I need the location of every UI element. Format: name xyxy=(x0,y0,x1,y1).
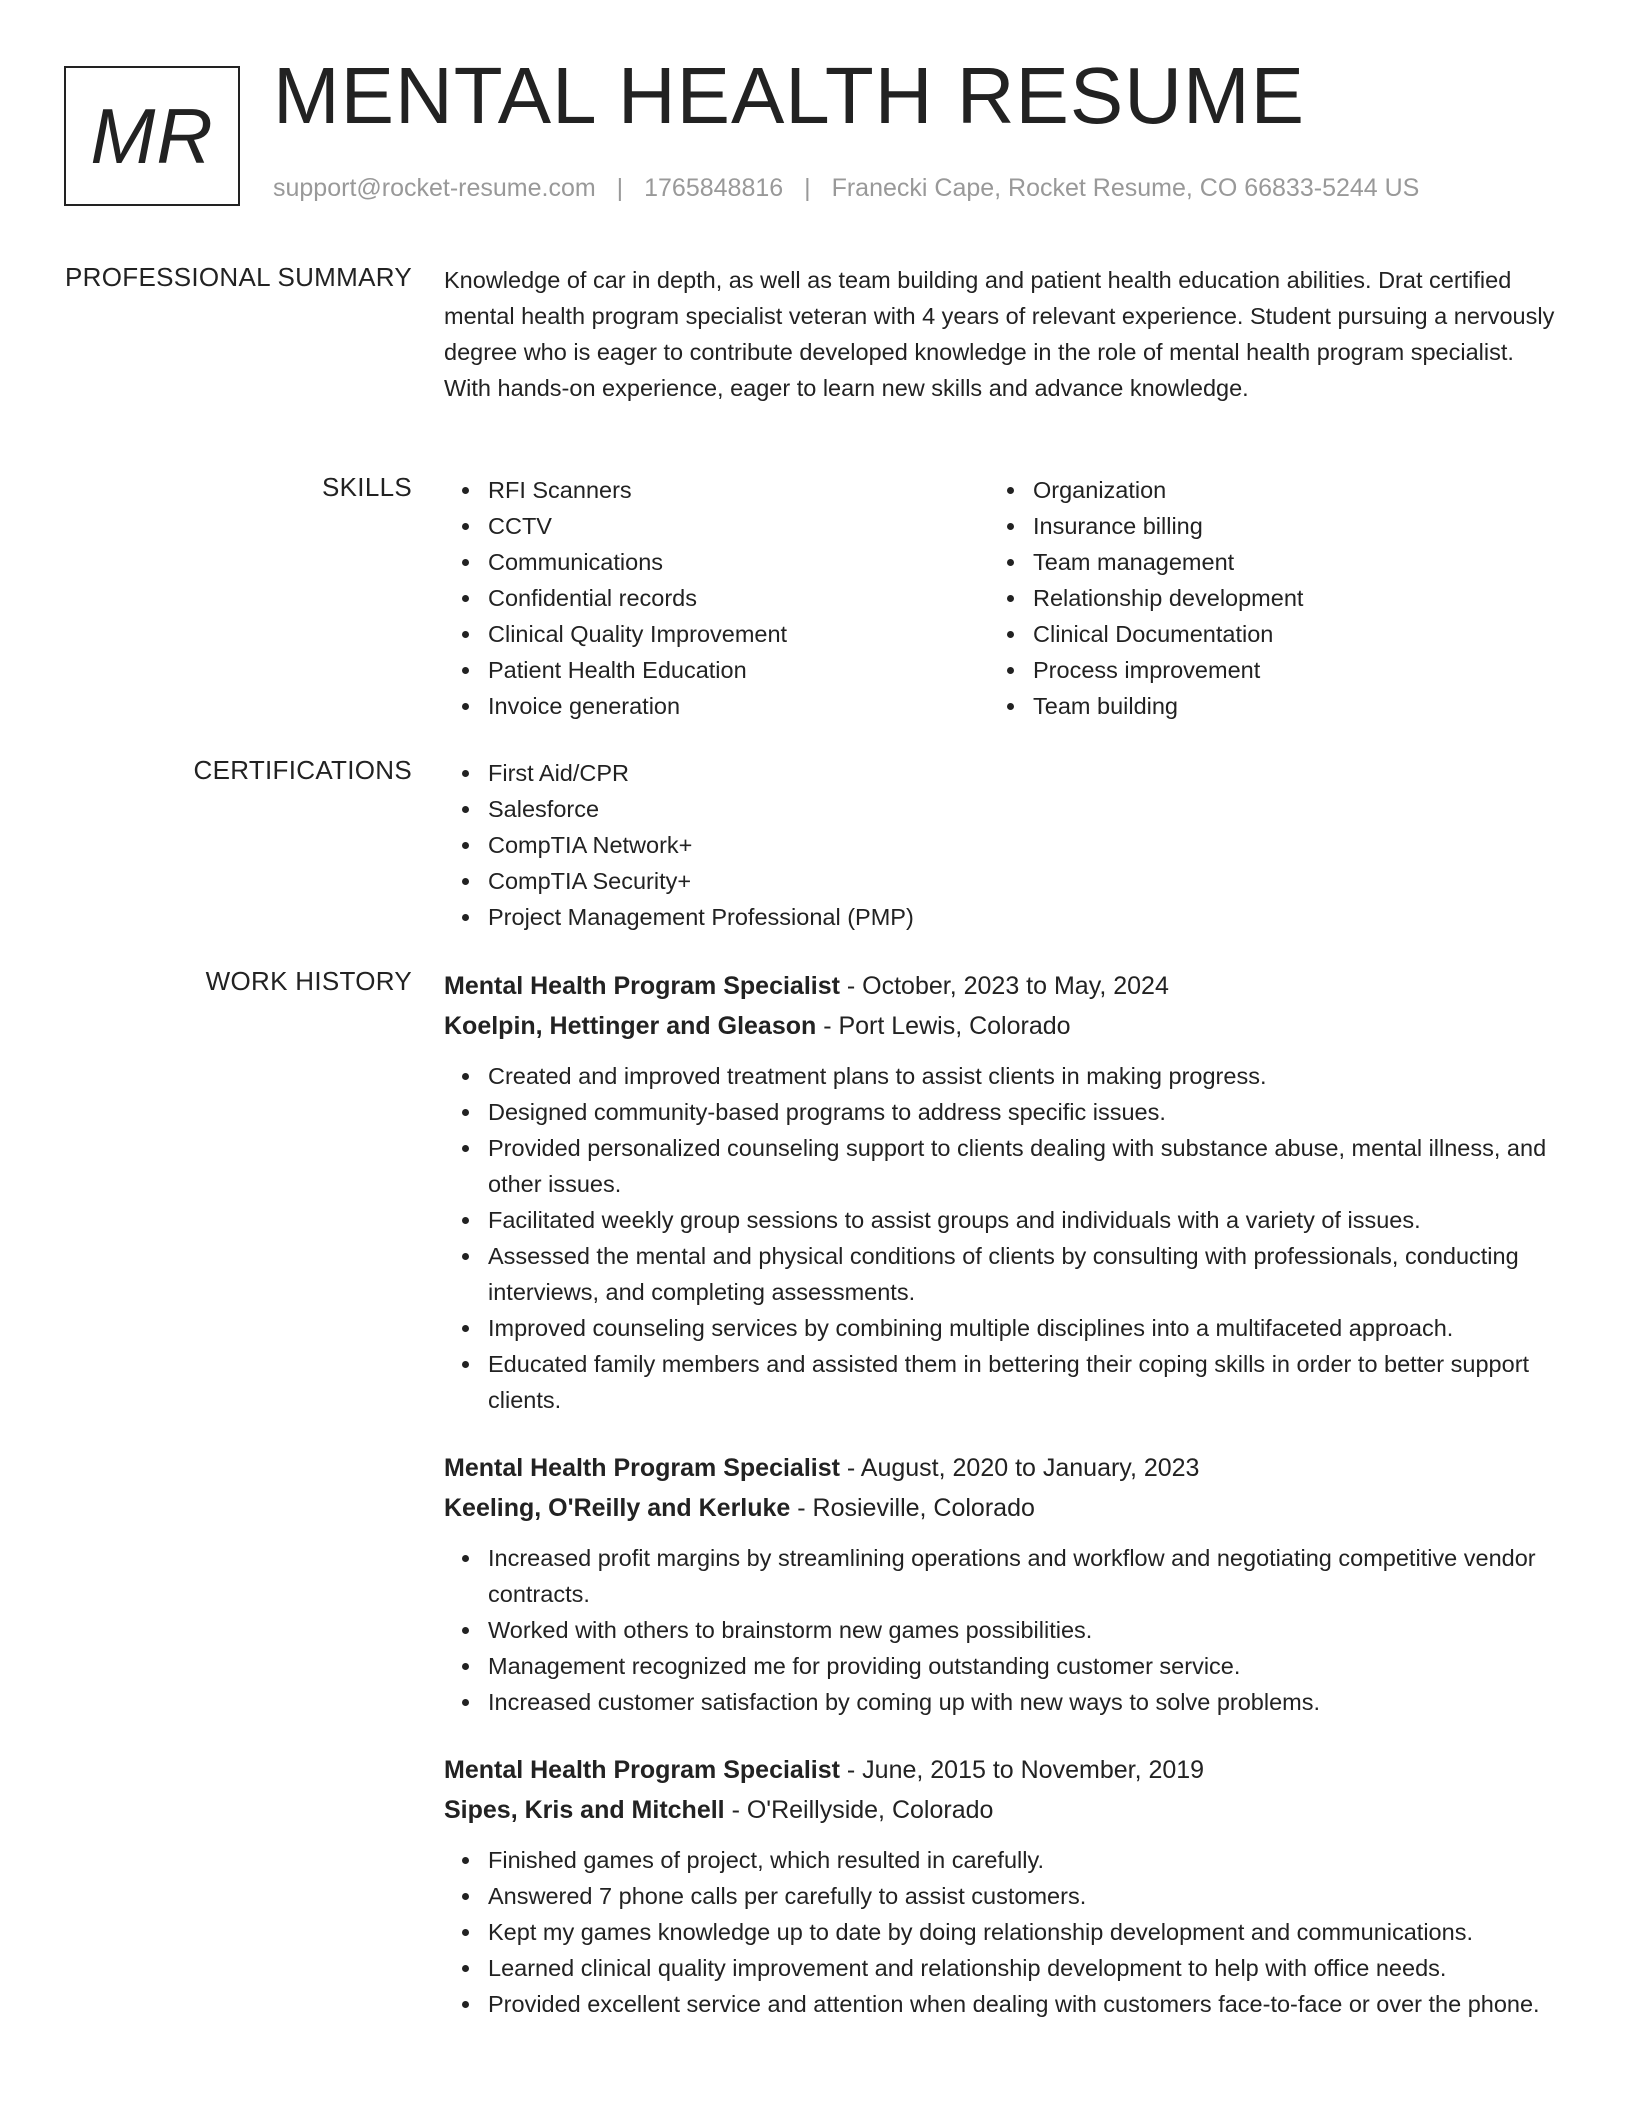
job-entry xyxy=(444,1750,1564,2022)
job-bullets xyxy=(444,1842,1564,2022)
job-title: Mental Health Program Specialist xyxy=(444,1756,840,1784)
skills-list-left xyxy=(444,472,989,724)
certification-item: Salesforce xyxy=(444,791,1564,827)
contact-email: support@rocket-resume.com xyxy=(273,174,596,202)
job-dates: - June, 2015 to November, 2019 xyxy=(839,1756,1205,1784)
skill-item: Process improvement xyxy=(989,652,1534,688)
job-bullet: Provided personalized counseling support to clients dealing with substance abuse, mental illness, and other issues. xyxy=(444,1130,1564,1202)
skill-item: Team building xyxy=(989,688,1534,724)
skill-item: Organization xyxy=(989,472,1534,508)
job-location: - Rosieville, Colorado xyxy=(790,1494,1035,1522)
certification-item: Project Management Professional (PMP) xyxy=(444,899,1564,935)
certifications-list xyxy=(444,755,1564,935)
job-bullet: Finished games of project, which resulted in carefully. xyxy=(444,1842,1564,1878)
job-bullet: Designed community-based programs to address specific issues. xyxy=(444,1094,1564,1130)
job-bullet: Created and improved treatment plans to assist clients in making progress. xyxy=(444,1058,1564,1094)
job-bullet: Facilitated weekly group sessions to assist groups and individuals with a variety of issues. xyxy=(444,1202,1564,1238)
resume-title: MENTAL HEALTH RESUME xyxy=(273,51,1305,140)
monogram-box xyxy=(64,66,240,206)
skills-columns xyxy=(444,472,1564,724)
job-company-line xyxy=(444,1006,1564,1046)
job-company: Koelpin, Hettinger and Gleason xyxy=(444,1012,817,1040)
certifications-body xyxy=(444,755,1564,935)
skill-item: Clinical Quality Improvement xyxy=(444,616,989,652)
job-bullet: Kept my games knowledge up to date by doing relationship development and communications. xyxy=(444,1914,1564,1950)
job-company-line xyxy=(444,1488,1564,1528)
work-history-body xyxy=(444,966,1564,2052)
certification-item: CompTIA Security+ xyxy=(444,863,1564,899)
job-location: - O'Reillyside, Colorado xyxy=(724,1796,994,1824)
job-title-line xyxy=(444,1448,1564,1488)
job-company: Keeling, O'Reilly and Kerluke xyxy=(444,1494,791,1522)
summary-heading: PROFESSIONAL SUMMARY xyxy=(65,262,412,292)
contact-phone: 1765848816 xyxy=(644,174,784,202)
job-dates: - October, 2023 to May, 2024 xyxy=(839,972,1169,1000)
certification-item: CompTIA Network+ xyxy=(444,827,1564,863)
job-bullet: Increased customer satisfaction by coming up with new ways to solve problems. xyxy=(444,1684,1564,1720)
job-bullets xyxy=(444,1058,1564,1418)
contact-address: Franecki Cape, Rocket Resume, CO 66833-5244 US xyxy=(831,174,1420,202)
work-history-heading: WORK HISTORY xyxy=(205,966,412,996)
job-bullet: Learned clinical quality improvement and relationship development to help with office needs. xyxy=(444,1950,1564,1986)
skill-item: Relationship development xyxy=(989,580,1534,616)
job-entry xyxy=(444,1448,1564,1720)
skill-item: Communications xyxy=(444,544,989,580)
job-title-line xyxy=(444,966,1564,1006)
skill-item: Invoice generation xyxy=(444,688,989,724)
skill-item: Clinical Documentation xyxy=(989,616,1534,652)
job-company: Sipes, Kris and Mitchell xyxy=(444,1796,725,1824)
job-bullet: Increased profit margins by streamlining operations and workflow and negotiating competitive vendor contracts. xyxy=(444,1540,1564,1612)
job-title-line xyxy=(444,1750,1564,1790)
skills-heading: SKILLS xyxy=(322,472,412,502)
job-bullet: Worked with others to brainstorm new games possibilities. xyxy=(444,1612,1564,1648)
job-bullet: Assessed the mental and physical conditions of clients by consulting with professionals, conducting interviews, and completing assessments. xyxy=(444,1238,1564,1310)
job-bullet: Educated family members and assisted them in bettering their coping skills in order to better support clients. xyxy=(444,1346,1564,1418)
job-title: Mental Health Program Specialist xyxy=(444,972,840,1000)
skill-item: Patient Health Education xyxy=(444,652,989,688)
job-bullet: Answered 7 phone calls per carefully to assist customers. xyxy=(444,1878,1564,1914)
skill-item: Confidential records xyxy=(444,580,989,616)
job-company-line xyxy=(444,1790,1564,1830)
monogram-initials: MR xyxy=(90,91,214,180)
skill-item: RFI Scanners xyxy=(444,472,989,508)
contact-separator: | xyxy=(616,174,624,202)
summary-text: Knowledge of car in depth, as well as team building and patient health education abilities. Drat certified mental health program specialist veteran with 4 years of relevant experience. Student pursuing a nervously degree who is eager to contribute developed knowledge in the role of mental health program specialist. With hands-on experience, eager to learn new skills and advance knowledge. xyxy=(444,267,1555,401)
certification-item: First Aid/CPR xyxy=(444,755,1564,791)
skills-list-right xyxy=(989,472,1534,724)
job-title: Mental Health Program Specialist xyxy=(444,1454,840,1482)
job-location: - Port Lewis, Colorado xyxy=(816,1012,1071,1040)
certifications-heading: CERTIFICATIONS xyxy=(193,755,412,785)
job-bullet: Improved counseling services by combining multiple disciplines into a multifaceted approach. xyxy=(444,1310,1564,1346)
skill-item: Team management xyxy=(989,544,1534,580)
skill-item: Insurance billing xyxy=(989,508,1534,544)
job-bullet: Provided excellent service and attention when dealing with customers face-to-face or over the phone. xyxy=(444,1986,1564,2022)
job-bullets xyxy=(444,1540,1564,1720)
contact-separator: | xyxy=(804,174,811,202)
summary-body xyxy=(444,262,1564,406)
job-entry xyxy=(444,966,1564,1418)
skill-item: CCTV xyxy=(444,508,989,544)
contact-line xyxy=(273,174,1419,203)
job-dates: - August, 2020 to January, 2023 xyxy=(839,1454,1200,1482)
job-bullet: Management recognized me for providing outstanding customer service. xyxy=(444,1648,1564,1684)
